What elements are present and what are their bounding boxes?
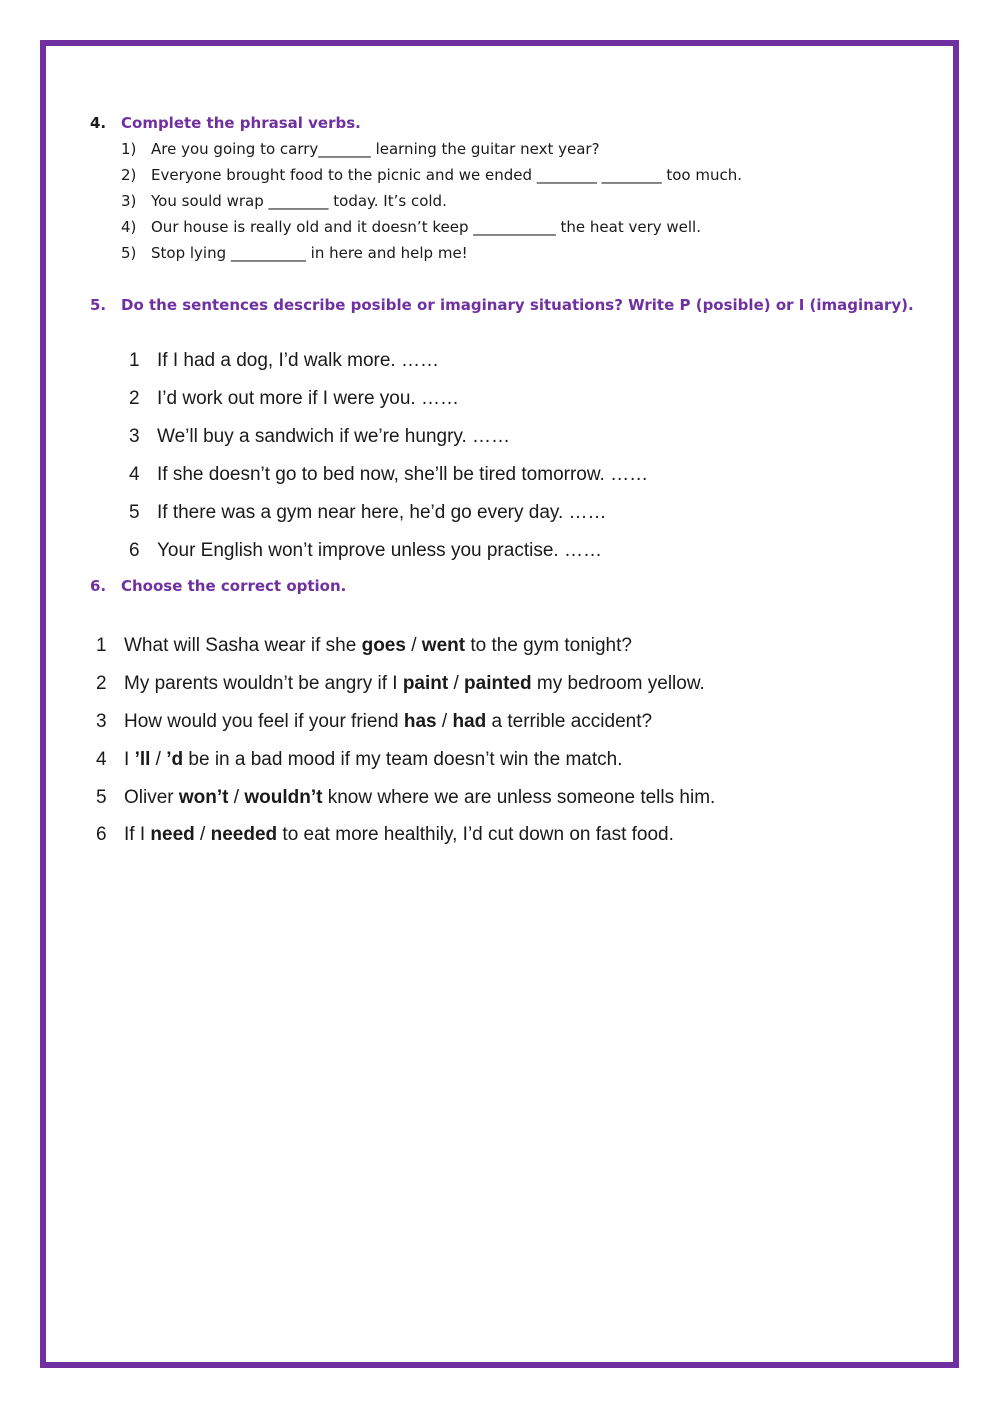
q4-item: 4) Our house is really old and it doesn’t keep ___________ the heat very well.	[121, 218, 701, 236]
section-6-number: 6.	[90, 577, 107, 595]
section-6-heading	[90, 577, 346, 595]
q6-item: 1 What will Sasha wear if she goes / went to the gym tonight?	[96, 635, 632, 656]
option-b: went	[421, 635, 466, 656]
q4-item: 1) Are you going to carry_______ learning the guitar next year?	[121, 140, 600, 158]
q4-item: 5) Stop lying __________ in here and help me!	[121, 244, 468, 262]
option-a: need	[150, 824, 195, 845]
q6-item: 4 I ’ll / ’d be in a bad mood if my team doesn’t win the match.	[96, 749, 623, 770]
q6-item: 5 Oliver won’t / wouldn’t know where we are unless someone tells him.	[96, 787, 716, 808]
q5-item: 4 If she doesn’t go to bed now, she’ll be tired tomorrow. ……	[129, 464, 649, 485]
q6-item: 2 My parents wouldn’t be angry if I paint / painted my bedroom yellow.	[96, 673, 705, 694]
section-6-title: Choose the correct option.	[121, 577, 347, 595]
q6-item: 6 If I need / needed to eat more healthily, I’d cut down on fast food.	[96, 824, 674, 845]
q5-item: 2 I’d work out more if I were you. ……	[129, 388, 459, 409]
option-a: goes	[361, 635, 406, 656]
q5-item: 3 We’ll buy a sandwich if we’re hungry. ……	[129, 426, 511, 447]
section-4-number: 4.	[90, 114, 107, 132]
option-a: has	[403, 711, 437, 732]
option-a: won’t	[178, 787, 229, 808]
option-a: ’ll	[134, 749, 151, 770]
section-4-heading	[90, 114, 361, 132]
q5-item: 5 If there was a gym near here, he’d go every day. ……	[129, 502, 607, 523]
option-b: painted	[464, 673, 532, 694]
section-5-title: Do the sentences describe posible or imaginary situations? Write P (posible) or I (imaginary).	[121, 296, 914, 314]
option-b: ’d	[166, 749, 184, 770]
option-b: needed	[210, 824, 278, 845]
option-b: had	[452, 711, 487, 732]
q6-item: 3 How would you feel if your friend has / had a terrible accident?	[96, 711, 653, 732]
option-b: wouldn’t	[244, 787, 323, 808]
section-5-heading	[90, 296, 914, 314]
q4-item: 2) Everyone brought food to the picnic and we ended ________ ________ too much.	[121, 166, 742, 184]
section-5-number: 5.	[90, 296, 107, 314]
page-border	[40, 40, 959, 1368]
q4-item: 3) You sould wrap ________ today. It’s cold.	[121, 192, 447, 210]
section-4-title: Complete the phrasal verbs.	[121, 114, 361, 132]
q5-item: 1 If I had a dog, I’d walk more. ……	[129, 350, 439, 371]
option-a: paint	[402, 673, 449, 694]
q5-item: 6 Your English won’t improve unless you practise. ……	[129, 540, 602, 561]
